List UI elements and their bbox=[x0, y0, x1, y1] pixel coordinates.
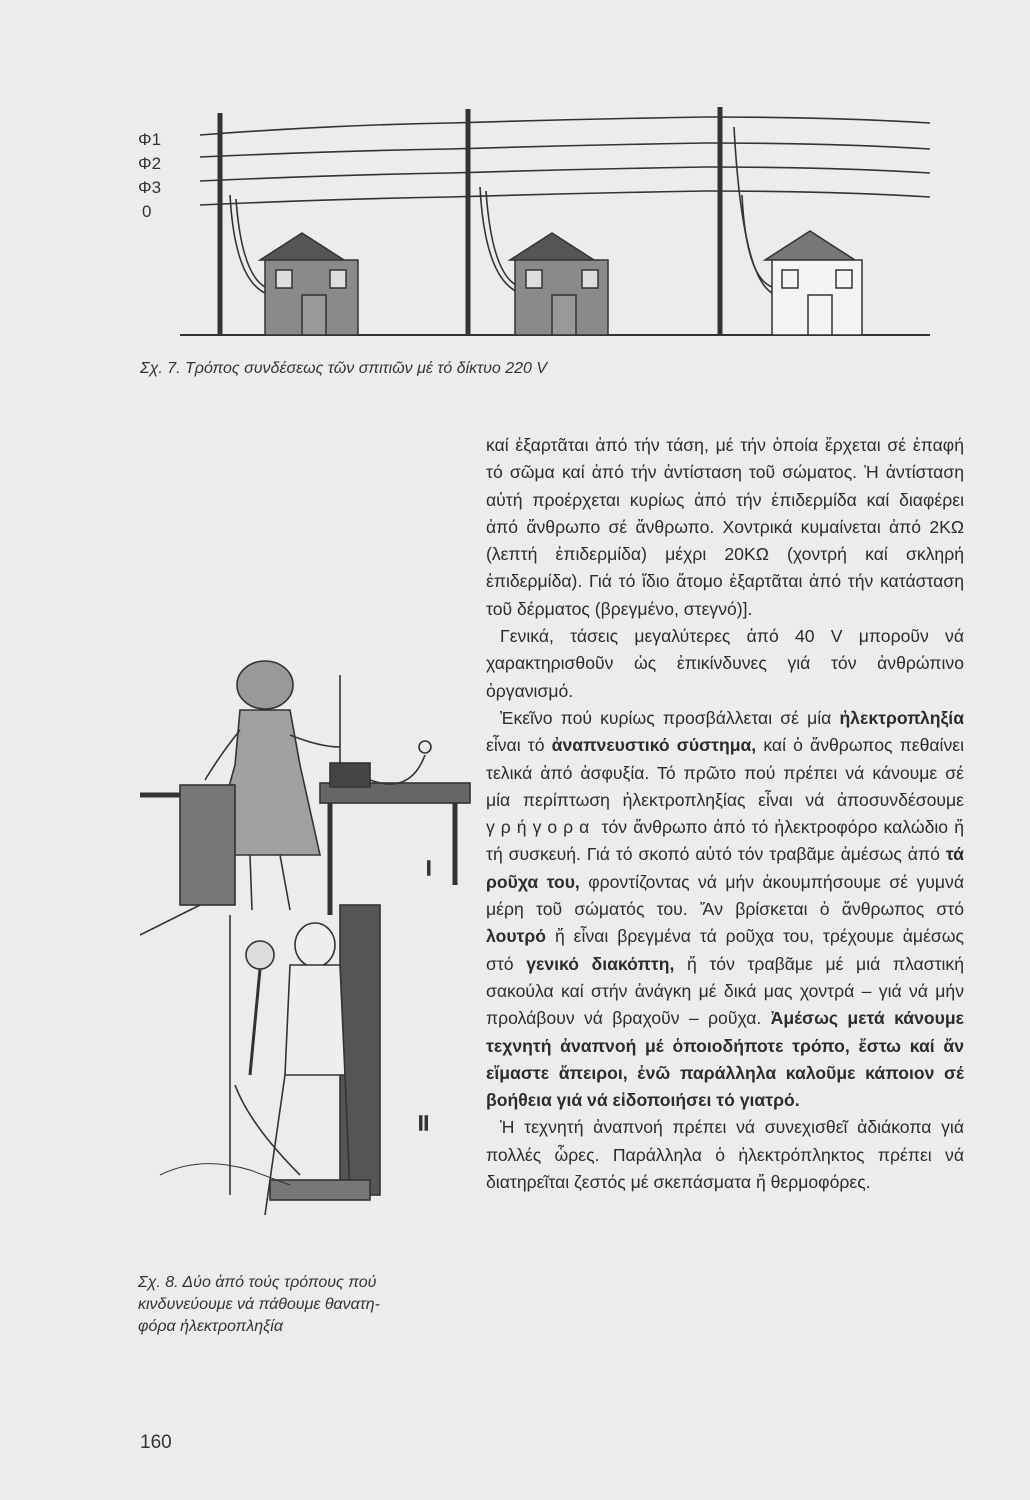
boy-head bbox=[295, 923, 335, 967]
term-clothes: τά ροῦχα του, bbox=[486, 844, 964, 892]
phase-label-3: Φ3 bbox=[138, 178, 162, 197]
paragraph-3-h: ἤ τόν τραβᾶμε μέ μιά πλαστική σακούλα καί στήν ἀνάγκη μέ δικά μας χοντρά – γιά νά μήν προλάβουν νά βραχοῦν – ροῦχα. bbox=[486, 953, 965, 1029]
scene-label-1: I bbox=[426, 858, 432, 880]
body-text bbox=[486, 432, 964, 1196]
paragraph-3-g: ἤ εἶναι βρεγμένα τά ροῦχα του, τρέχουμε ἀμέσως στό bbox=[486, 926, 964, 974]
paragraph-3-a: Ἐκεῖνο πού κυρίως προσβάλλεται σέ μία bbox=[500, 707, 832, 728]
figure-7-caption: Σχ. 7. Τρόπος συνδέσεως τῶν σπιτιῶν μέ τό δίκτυο 220 V bbox=[140, 360, 548, 377]
term-main-switch: γενικό διακόπτη, bbox=[526, 953, 675, 974]
paragraph-3-d: καί ὁ ἄνθρωπος πεθαίνει τελικά ἀπό ἀσφυξία. Τό πρῶτο πού πρέπει νά κάνουμε σέ μία περίπτωση ἠλεκτροπληξίας εἶναι νά ἀποσυνδέσουμε bbox=[486, 735, 964, 810]
radiator bbox=[180, 785, 235, 905]
paragraph-3-f: φροντίζοντας νά μήν ἀκουμπήσουμε σέ γυμνά μέρη τοῦ σώματός του. Ἄν βρίσκεται ὁ ἄνθρωπος στό bbox=[486, 871, 964, 920]
paragraph-3-c: εἶναι τό bbox=[486, 735, 552, 756]
pot bbox=[330, 763, 370, 787]
page-number: 160 bbox=[140, 1432, 172, 1453]
paragraph-1: καί ἐξαρτᾶται ἀπό τήν τάση, μέ τήν ὁποία ἔρχεται σέ ἐπαφή τό σῶμα καί ἀπό τήν ἀντίσταση τοῦ σώματος. Ἡ ἀντίσταση αὐτή προέρχεται κυρίως ἀπό τήν ἐπιδερμίδα καί διαφέρει ἀπό ἄνθρωπο σέ ἄνθρωπο. Χοντρικά κυμαίνεται ἀπό 2ΚΩ (λεπτή ἐπιδερμίδα) μέχρι 20ΚΩ (χοντρή καί σκληρή ἐπιδερμίδα). Γιά τό ἴδιο ἄτομο ἐξαρτᾶται ἀπό τήν κατάσταση τοῦ δέρματος (βρεγμένο, στεγνό)]. bbox=[486, 435, 964, 619]
term-quickly: γρήγορα bbox=[486, 817, 596, 838]
figure-8-caption-line-1: Σχ. 8. Δύο ἀπό τούς τρόπους πού bbox=[138, 1274, 377, 1291]
paragraph-3 bbox=[486, 705, 964, 1114]
doorway bbox=[340, 905, 380, 1195]
scene-label-2: II bbox=[418, 1113, 430, 1135]
boy-body bbox=[285, 965, 345, 1075]
term-electrocution: ἠλεκτροπληξία bbox=[839, 707, 965, 728]
phase-label-2: Φ2 bbox=[138, 154, 162, 173]
figure-7-diagram bbox=[130, 95, 930, 355]
figure-8-caption-line-3: φόρα ἠλεκτροπληξία bbox=[138, 1318, 283, 1335]
term-respiratory-system: ἀναπνευστικό σύστημα, bbox=[551, 735, 757, 756]
figure-8-illustration bbox=[140, 655, 480, 1265]
paragraph-2: Γενικά, τάσεις μεγαλύτερες ἀπό 40 V μποροῦν νά χαρακτηρισθοῦν ὡς ἐπικίνδυνες γιά τόν ἀνθρώπινο ὀργανισμό. bbox=[486, 626, 964, 701]
phase-label-1: Φ1 bbox=[138, 130, 162, 149]
woman-head bbox=[237, 661, 293, 709]
term-bathroom: λουτρό bbox=[486, 926, 547, 947]
term-artificial-respiration: Ἀμέσως μετά κάνουμε τεχνητή ἀναπνοή μέ ὁποιοδήποτε τρόπο, ἔστω καί ἄν εἴμαστε ἄπειροι, ἐνῶ παράλληλα καλοῦμε κάποιον σέ βοήθεια γιά νά εἰδοποιήσει τό γιατρό. bbox=[486, 1008, 964, 1111]
paragraph-3-e: τόν ἄνθρωπο ἀπό τό ἠλεκτροφόρο καλώδιο ἤ τή συσκευή. Γιά τό σκοπό αὐτό τόν τραβᾶμε ἀμέσως ἀπό bbox=[486, 817, 964, 865]
paragraph-4: Ἡ τεχνητή ἀναπνοή πρέπει νά συνεχισθεῖ ἀδιάκοπα γιά πολλές ὧρες. Παράλληλα ὁ ἠλεκτρόπληκτος πρέπει νά διατηρεῖται ζεστός μέ σκεπάσματα ἤ θερμοφόρες. bbox=[486, 1117, 964, 1193]
figure-8-caption bbox=[138, 1272, 468, 1338]
lamp-bulb-icon bbox=[246, 941, 274, 969]
figure-8-caption-line-2: κινδυνεύουμε νά πάθουμε θανατη- bbox=[138, 1296, 380, 1313]
neutral-label: 0 bbox=[142, 202, 152, 221]
